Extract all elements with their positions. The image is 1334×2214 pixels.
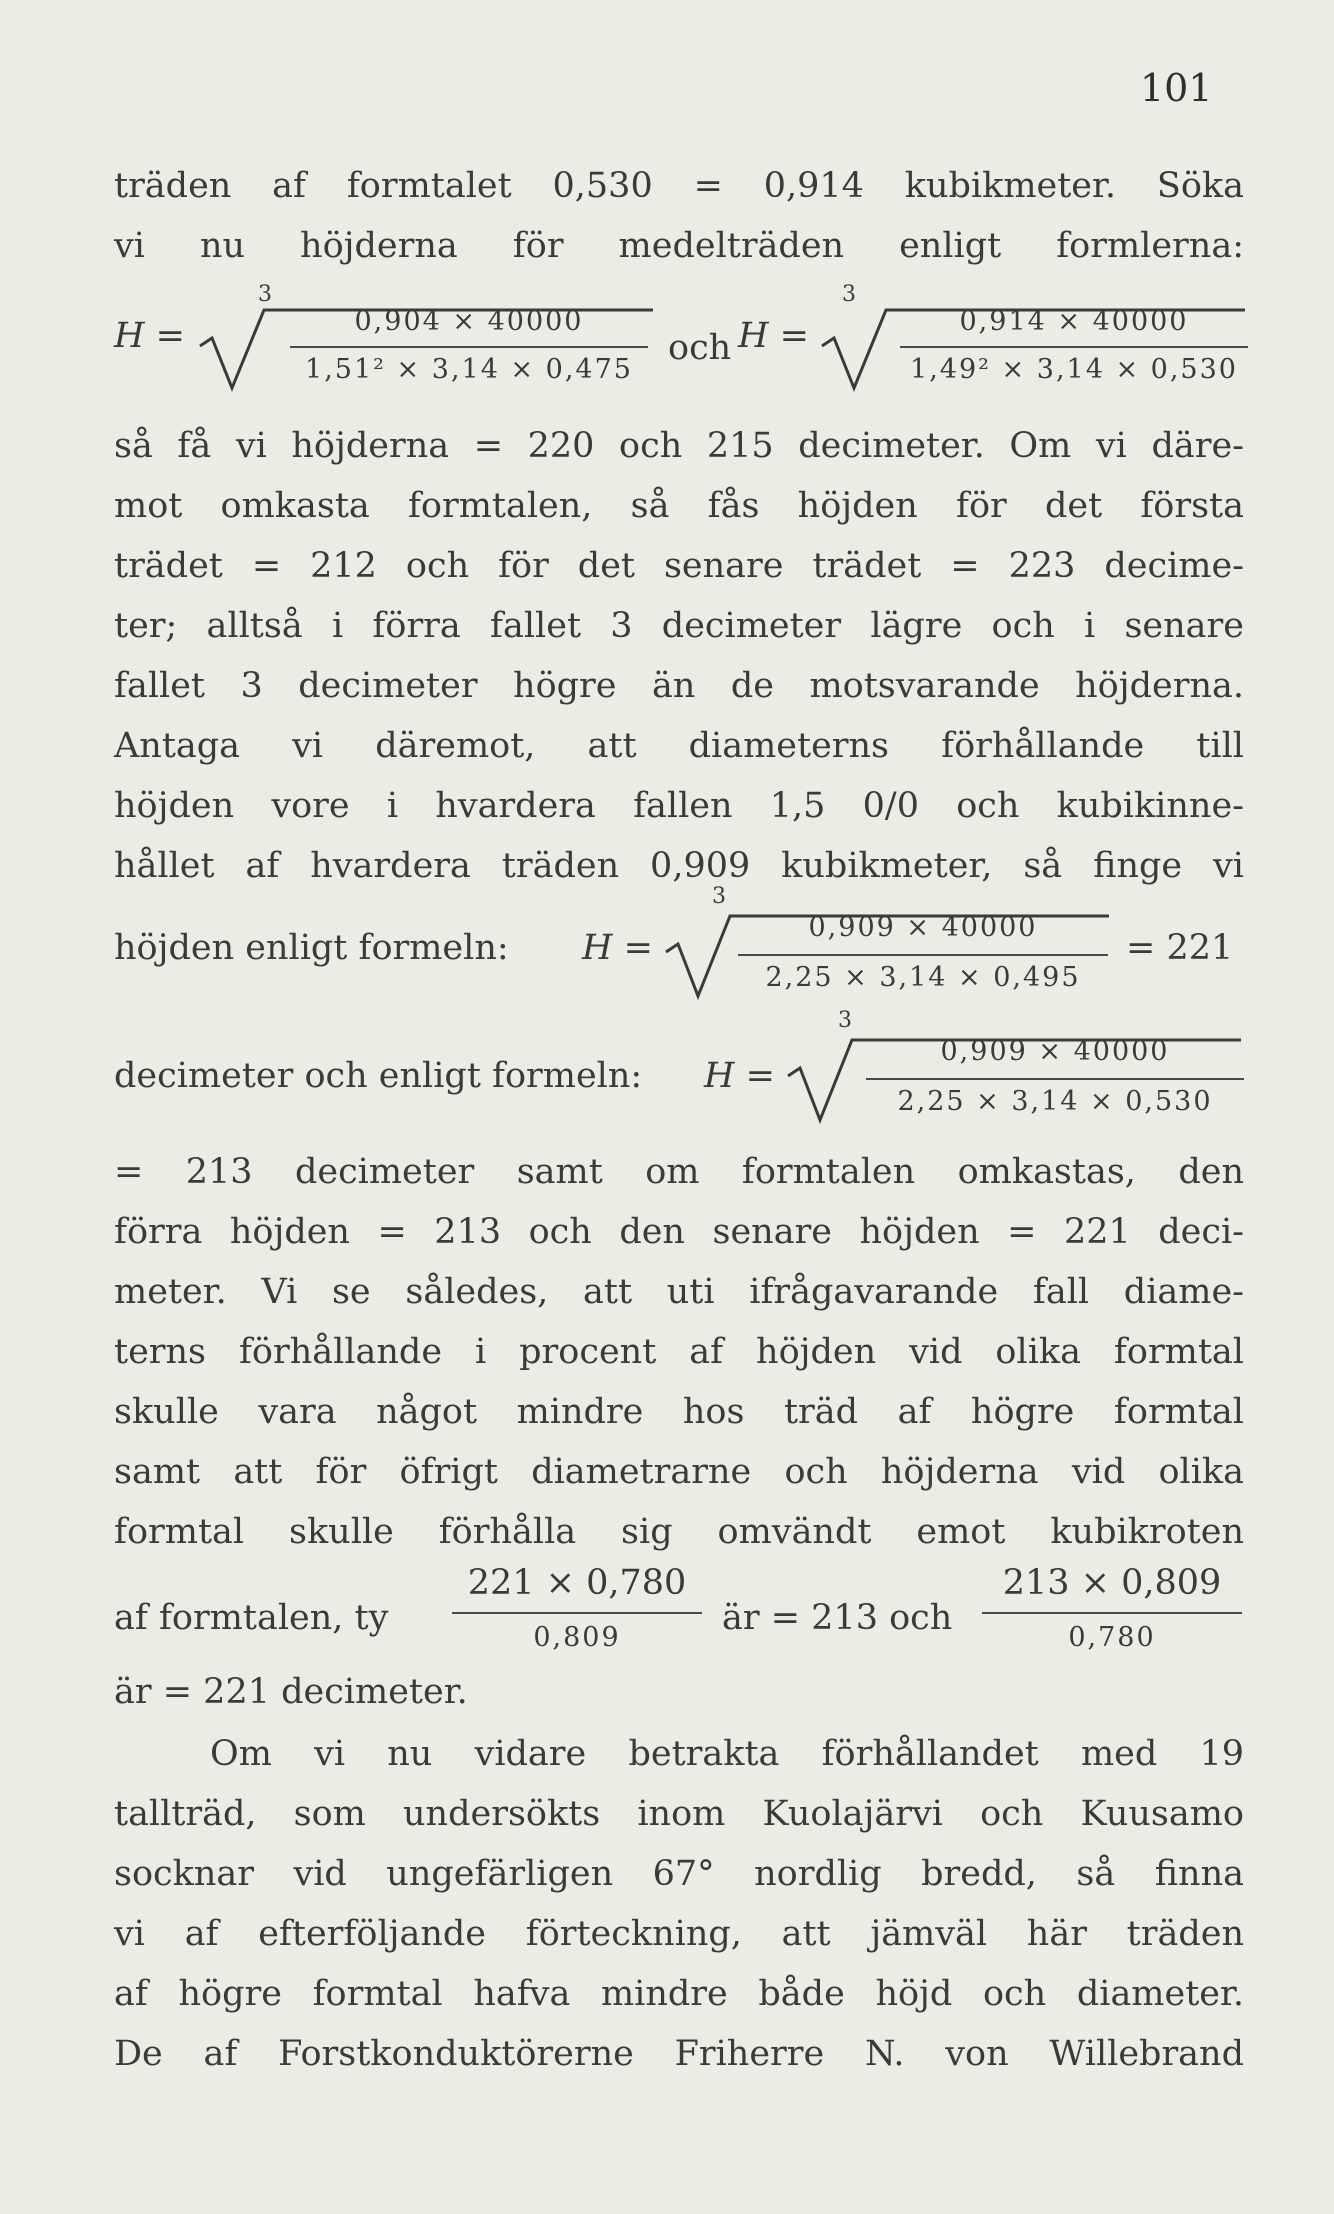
root-index: 3 [838,1008,854,1033]
text-line: så få vi höjderna = 220 och 215 decimeter. Om vi däre- [114,426,1244,466]
fraction [982,1563,1242,1670]
fraction-bar [452,1612,702,1614]
denominator: 2,25 × 3,14 × 0,530 [897,1086,1213,1117]
text-line: träden af formtalet 0,530 = 0,914 kubikmeter. Söka [114,166,1244,206]
fraction-bar [982,1612,1242,1614]
text-line: De af Forstkonduktörerne Friherre N. von Willebrand [114,2034,1244,2074]
fraction [866,1036,1244,1132]
text-line: trädet = 212 och för det senare trädet = 223 decime- [114,546,1244,586]
formula-lhs: H = [738,316,809,356]
numerator: 221 × 0,780 [467,1563,687,1603]
text-line: vi af efterföljande förteckning, att jämväl här träden [114,1914,1244,1954]
text-line: vi nu höjderna för medelträden enligt formlerna: [114,226,1244,266]
root-index: 3 [712,884,728,909]
numerator: 0,914 × 40000 [959,306,1189,337]
denominator: 1,49² × 3,14 × 0,530 [910,354,1238,385]
text-line: tallträd, som undersökts inom Kuolajärvi och Kuusamo [114,1794,1244,1834]
formula-prefix: af formtalen, ty [114,1598,389,1638]
text-line: höjden vore i hvardera fallen 1,5 0/0 och kubikinne- [114,786,1244,826]
fraction [900,306,1248,402]
numerator: 0,904 × 40000 [354,306,584,337]
conjunction: och [668,328,732,368]
formula-result: = 221 [1126,928,1234,968]
text-line: meter. Vi se således, att uti ifrågavarande fall diame- [114,1272,1244,1312]
root-index: 3 [258,282,274,307]
numerator: 213 × 0,809 [1002,1563,1222,1603]
formula-lhs: H = [114,316,185,356]
formula-lhs: H = [704,1056,775,1096]
text-line: är = 221 decimeter. [114,1672,468,1712]
text-line: = 213 decimeter samt om formtalen omkastas, den [114,1152,1244,1192]
fraction-bar [900,346,1248,348]
text-line: ter; alltså i förra fallet 3 decimeter lägre och i senare [114,606,1244,646]
text-line: skulle vara något mindre hos träd af högre formtal [114,1392,1244,1432]
fraction [452,1563,702,1670]
formula-prefix: höjden enligt formeln: [114,928,509,968]
text-line: hållet af hvardera träden 0,909 kubikmeter, så finge vi [114,846,1244,886]
formula-lhs: H = [582,928,653,968]
text-line: af högre formtal hafva mindre både höjd och diameter. [114,1974,1244,2014]
text-line: terns förhållande i procent af höjden vid olika formtal [114,1332,1244,1372]
text-line: fallet 3 decimeter högre än de motsvarande höjderna. [114,666,1244,706]
text-line: mot omkasta formtalen, så fås höjden för det första [114,486,1244,526]
numerator: 0,909 × 40000 [940,1036,1170,1067]
text-line: Antaga vi däremot, att diameterns förhållande till [114,726,1244,766]
text-line: formtal skulle förhålla sig omvändt emot kubikroten [114,1512,1244,1552]
root-index: 3 [842,282,858,307]
text-line: förra höjden = 213 och den senare höjden = 221 deci- [114,1212,1244,1252]
denominator: 2,25 × 3,14 × 0,495 [765,962,1081,993]
text-line: socknar vid ungefärligen 67° nordlig bredd, så finna [114,1854,1244,1894]
text-line: Om vi nu vidare betrakta förhållandet med 19 [210,1734,1244,1774]
text-line: samt att för öfrigt diametrarne och höjderna vid olika [114,1452,1244,1492]
page-number: 101 [1140,66,1213,110]
denominator: 0,809 [533,1622,621,1653]
fraction [290,306,648,402]
denominator: 1,51² × 3,14 × 0,475 [305,354,633,385]
fraction-bar [738,954,1108,956]
formula-text: är = 213 och [722,1598,953,1638]
denominator: 0,780 [1068,1622,1156,1653]
fraction-bar [290,346,648,348]
numerator: 0,909 × 40000 [808,912,1038,943]
formula-prefix: decimeter och enligt formeln: [114,1056,643,1096]
fraction-bar [866,1078,1244,1080]
fraction [738,912,1108,1008]
